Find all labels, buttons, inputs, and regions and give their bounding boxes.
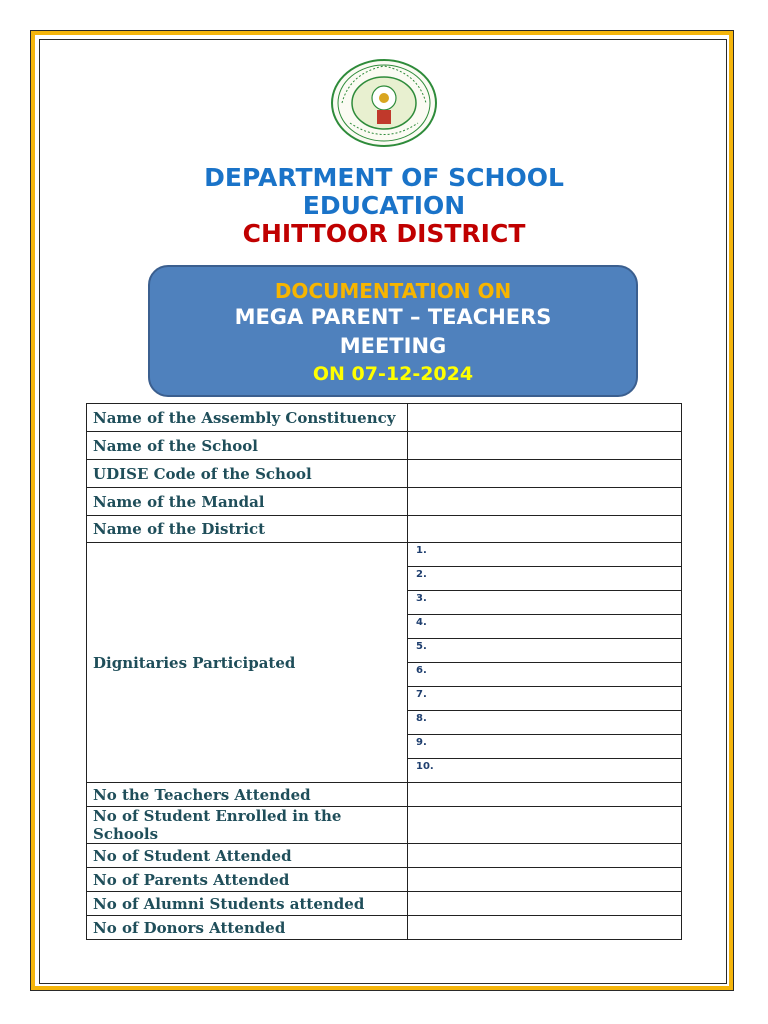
value-field[interactable] [408, 404, 682, 432]
department-title-line1: DEPARTMENT OF SCHOOL [204, 163, 564, 192]
dignitary-field[interactable]: 6. [408, 663, 682, 687]
government-emblem-icon [330, 58, 438, 148]
value-field[interactable] [408, 844, 682, 868]
row-label: Name of the School [87, 432, 408, 460]
value-field[interactable] [408, 892, 682, 916]
table-row [87, 460, 682, 488]
table-row [87, 543, 682, 567]
dignitary-field[interactable]: 3. [408, 591, 682, 615]
department-title-line2: EDUCATION [302, 191, 466, 220]
district-title: CHITTOOR DISTRICT [242, 219, 526, 248]
banner-date: ON 07-12-2024 [312, 363, 474, 385]
banner-line2: MEGA PARENT – TEACHERS [234, 305, 552, 329]
value-field[interactable] [408, 807, 682, 844]
row-label: Name of the Mandal [87, 488, 408, 516]
row-label: No of Parents Attended [87, 868, 408, 892]
table-row [87, 404, 682, 432]
dignitary-field[interactable]: 7. [408, 687, 682, 711]
banner-line1: DOCUMENTATION ON [274, 279, 512, 303]
row-label: No of Alumni Students attended [87, 892, 408, 916]
row-label: No of Student Enrolled in the Schools [87, 807, 408, 844]
value-field[interactable] [408, 432, 682, 460]
dignitary-field[interactable]: 2. [408, 567, 682, 591]
value-field[interactable] [408, 868, 682, 892]
dignitary-field[interactable]: 9. [408, 735, 682, 759]
row-label: Name of the District [87, 516, 408, 543]
table-row [87, 892, 682, 916]
dignitary-field[interactable]: 10. [408, 759, 682, 783]
dignitary-field[interactable]: 4. [408, 615, 682, 639]
row-label: UDISE Code of the School [87, 460, 408, 488]
dignitary-field[interactable]: 5. [408, 639, 682, 663]
value-field[interactable] [408, 460, 682, 488]
table-row [87, 916, 682, 940]
dignitary-field[interactable]: 1. [408, 543, 682, 567]
table-row [87, 488, 682, 516]
documentation-banner [148, 265, 638, 397]
table-row [87, 868, 682, 892]
row-label: No of Donors Attended [87, 916, 408, 940]
table-row [87, 432, 682, 460]
table-row [87, 844, 682, 868]
table-row [87, 783, 682, 807]
table-row [87, 516, 682, 543]
row-label: No of Student Attended [87, 844, 408, 868]
banner-line3: MEETING [339, 334, 447, 358]
dignitaries-label: Dignitaries Participated [87, 543, 408, 783]
row-label: No the Teachers Attended [87, 783, 408, 807]
value-field[interactable] [408, 783, 682, 807]
row-label: Name of the Assembly Constituency [87, 404, 408, 432]
value-field[interactable] [408, 916, 682, 940]
meeting-details-table [86, 403, 682, 940]
value-field[interactable] [408, 488, 682, 516]
value-field[interactable] [408, 516, 682, 543]
table-row [87, 807, 682, 844]
dignitary-field[interactable]: 8. [408, 711, 682, 735]
